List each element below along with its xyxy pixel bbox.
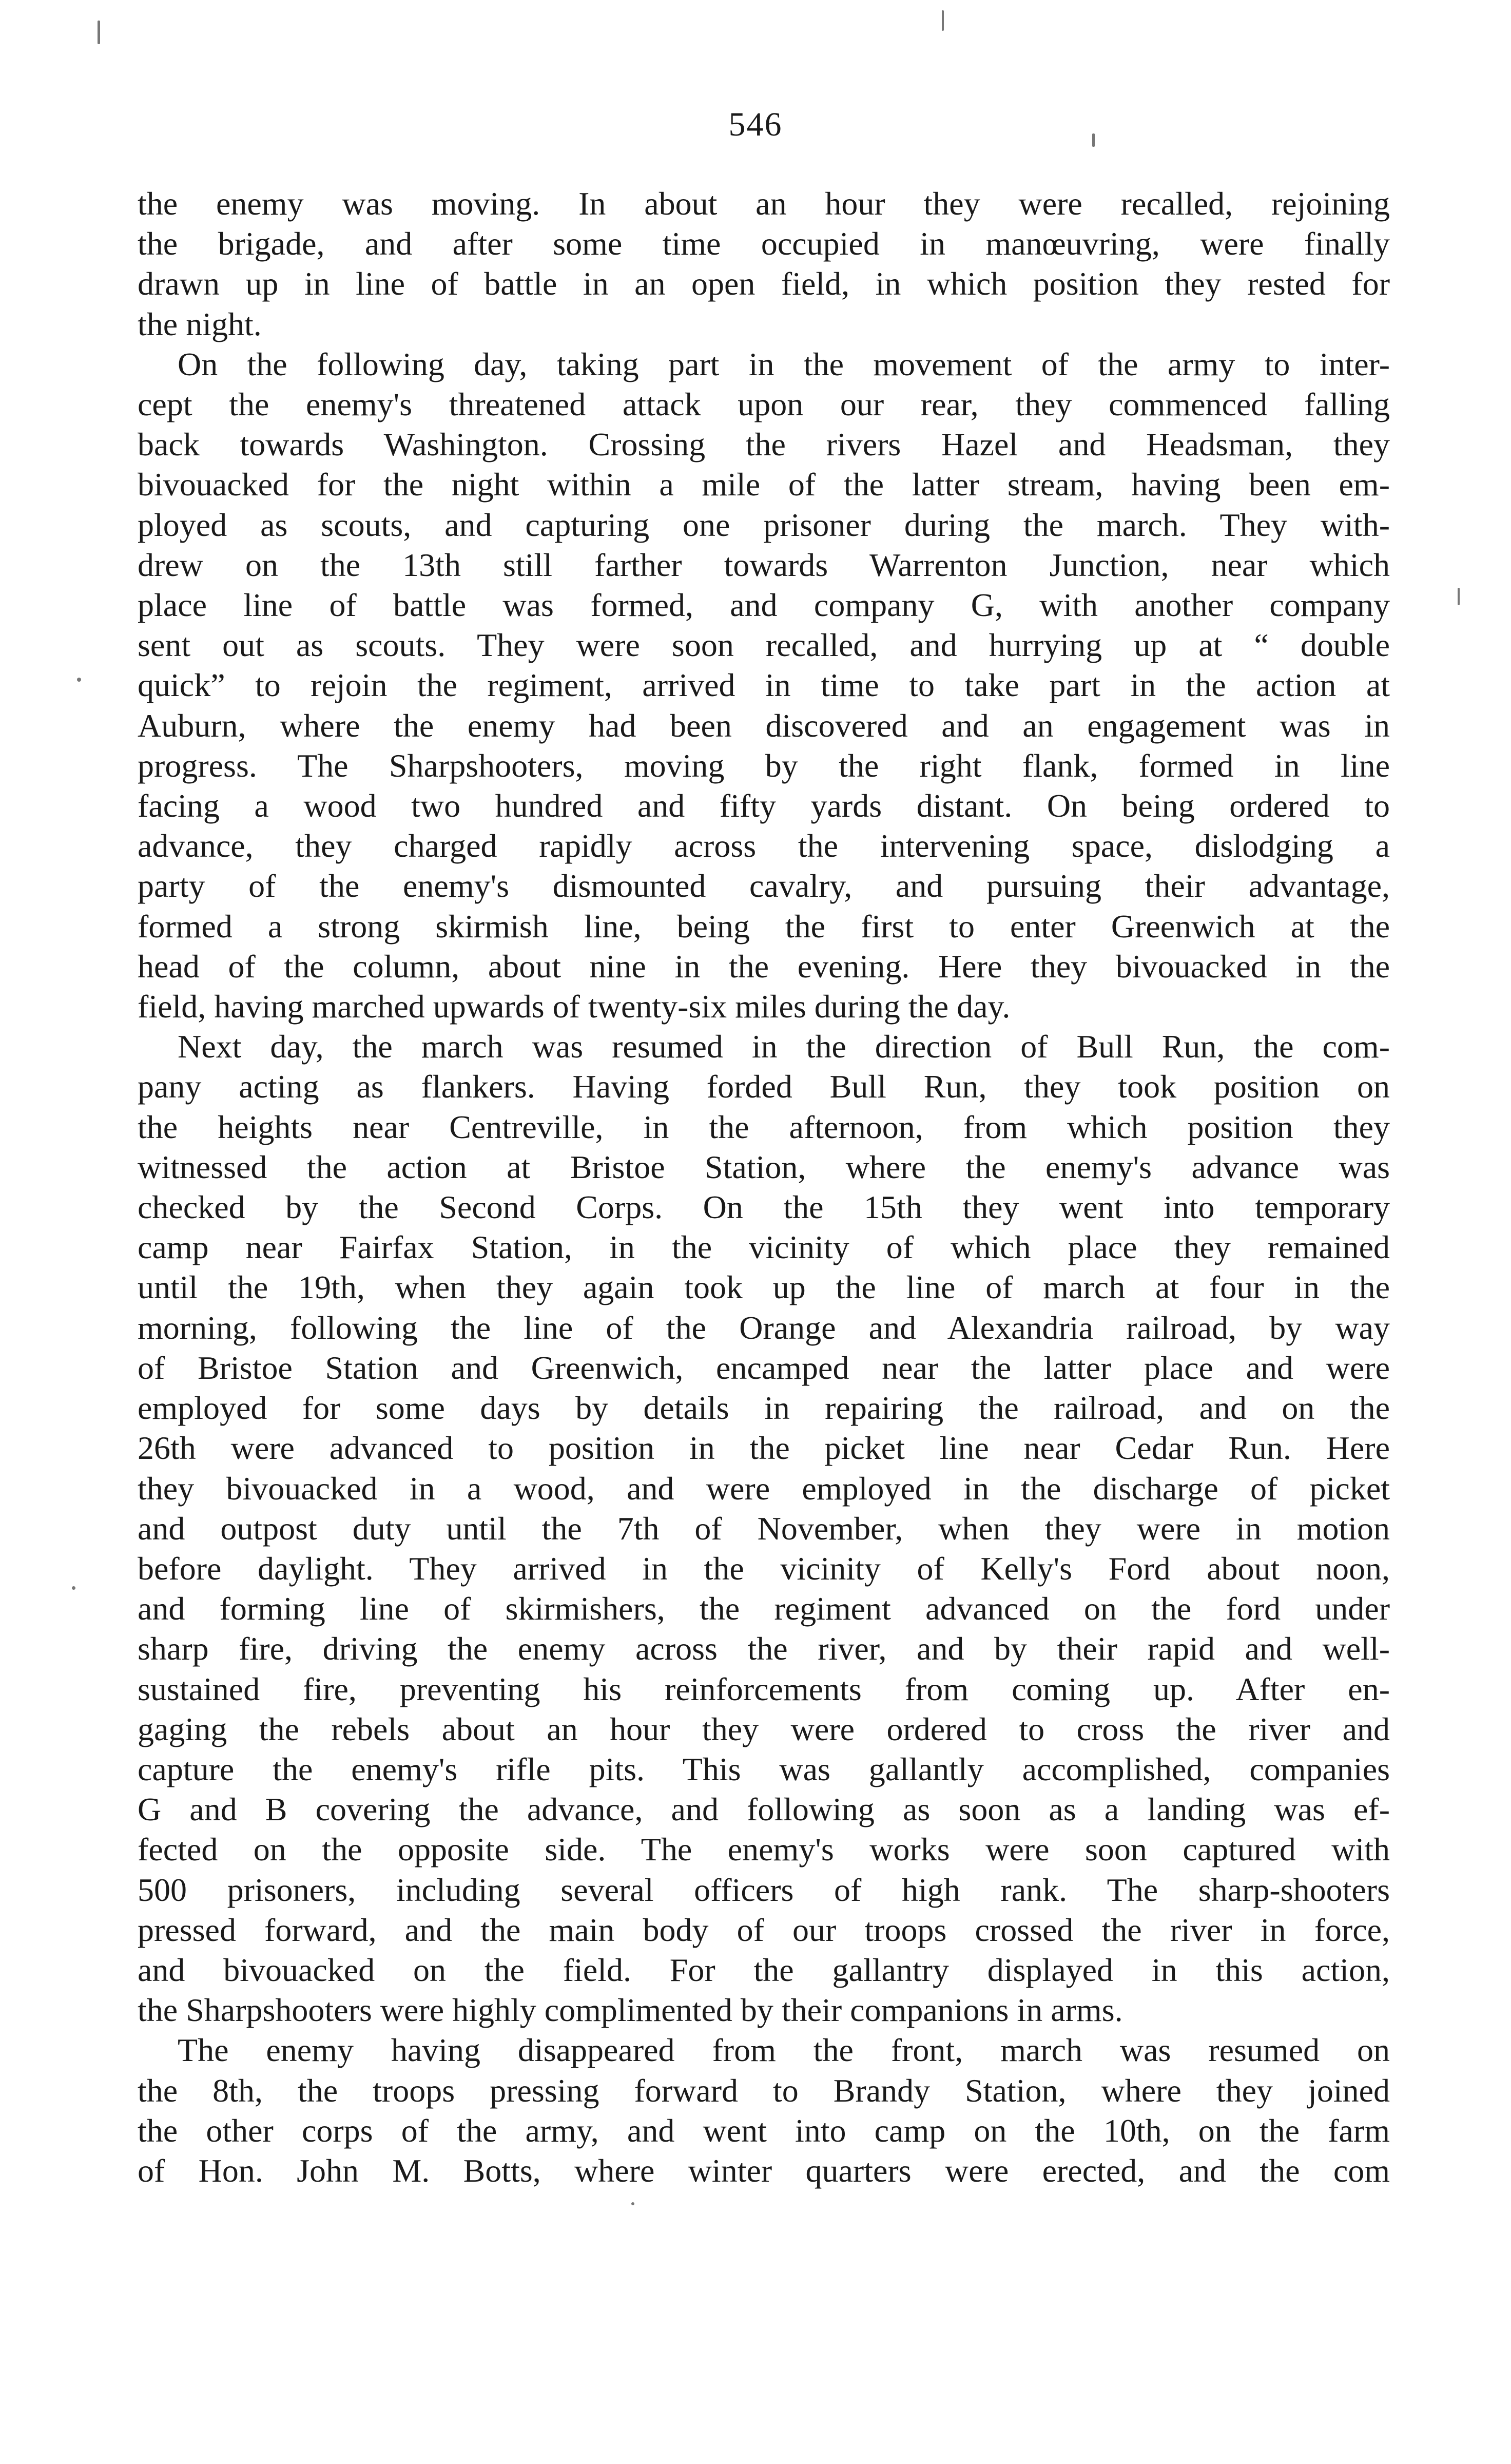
text-line: Next day, the march was resumed in the direction of Bull Run, the com- [178, 1028, 1390, 1065]
text-line: they bivouacked in a wood, and were employed in the discharge of picket [138, 1470, 1390, 1507]
text-line: 26th were advanced to position in the picket line near Cedar Run. Here [138, 1430, 1390, 1467]
text-line: progress. The Sharpshooters, moving by the right flank, formed in line [138, 747, 1390, 784]
text-line: employed for some days by details in repairing the railroad, and on the [138, 1390, 1390, 1427]
scan-speck [1458, 588, 1460, 605]
text-line: sharp fire, driving the enemy across the river, and by their rapid and well- [138, 1630, 1390, 1667]
text-line: of Hon. John M. Botts, where winter quarters were erected, and the com [138, 2152, 1390, 2189]
text-line: Auburn, where the enemy had been discovered and an engagement was in [138, 707, 1390, 744]
text-line: cept the enemy's threatened attack upon our rear, they commenced falling [138, 386, 1390, 423]
text-line: camp near Fairfax Station, in the vicinity of which place they remained [138, 1229, 1390, 1266]
scan-speck [631, 2202, 634, 2205]
text-line: G and B covering the advance, and following as soon as a landing was ef- [138, 1791, 1390, 1828]
text-line: checked by the Second Corps. On the 15th they went into temporary [138, 1189, 1390, 1226]
text-line: formed a strong skirmish line, being the first to enter Greenwich at the [138, 908, 1390, 945]
text-line: the other corps of the army, and went into camp on the 10th, on the farm [138, 2112, 1390, 2149]
text-line: capture the enemy's rifle pits. This was gallantly accomplished, companies [138, 1750, 1390, 1787]
text-line: place line of battle was formed, and company G, with another company [138, 587, 1390, 624]
text-line: advance, they charged rapidly across the intervening space, dislodging a [138, 827, 1390, 864]
body-text [138, 184, 1390, 2191]
text-line: party of the enemy's dismounted cavalry, and pursuing their advantage, [138, 868, 1390, 904]
text-line: before daylight. They arrived in the vicinity of Kelly's Ford about noon, [138, 1550, 1390, 1587]
text-line: and forming line of skirmishers, the regiment advanced on the ford under [138, 1590, 1390, 1627]
text-line: ployed as scouts, and capturing one prisoner during the march. They with- [138, 506, 1390, 543]
text-line: the heights near Centreville, in the afternoon, from which position they [138, 1108, 1390, 1145]
scan-speck [72, 1586, 75, 1590]
text-line: until the 19th, when they again took up the line of march at four in the [138, 1269, 1390, 1306]
text-line: facing a wood two hundred and fifty yards distant. On being ordered to [138, 787, 1390, 824]
text-line: field, having marched upwards of twenty-six miles during the day. [138, 988, 1011, 1025]
text-line: back towards Washington. Crossing the rivers Hazel and Headsman, they [138, 426, 1390, 463]
text-line: the night. [138, 305, 262, 342]
text-line: fected on the opposite side. The enemy's works were soon captured with [138, 1831, 1390, 1868]
text-line: sent out as scouts. They were soon recalled, and hurrying up at “ double [138, 627, 1390, 664]
text-line: drew on the 13th still farther towards Warrenton Junction, near which [138, 546, 1390, 583]
page-number: 546 [728, 106, 783, 143]
text-line: The enemy having disappeared from the front, march was resumed on [178, 2032, 1390, 2069]
text-line: sustained fire, preventing his reinforcements from coming up. After en- [138, 1670, 1390, 1707]
text-line: witnessed the action at Bristoe Station, where the enemy's advance was [138, 1148, 1390, 1185]
scan-speck [942, 10, 944, 31]
text-line: 500 prisoners, including several officers of high rank. The sharp-shooters [138, 1871, 1390, 1908]
scan-speck [1092, 133, 1095, 147]
text-line: On the following day, taking part in the movement of the army to inter- [178, 345, 1390, 382]
text-line: pany acting as flankers. Having forded Bull Run, they took position on [138, 1068, 1390, 1105]
text-line: the 8th, the troops pressing forward to Brandy Station, where they joined [138, 2072, 1390, 2109]
text-line: pressed forward, and the main body of our troops crossed the river in force, [138, 1911, 1390, 1948]
text-line: morning, following the line of the Orange and Alexandria railroad, by way [138, 1309, 1390, 1346]
text-line: and bivouacked on the field. For the gallantry displayed in this action, [138, 1951, 1390, 1988]
text-line: and outpost duty until the 7th of November, when they were in motion [138, 1510, 1390, 1547]
scan-speck [77, 678, 81, 682]
text-line: of Bristoe Station and Greenwich, encamped near the latter place and were [138, 1349, 1390, 1386]
text-line: quick” to rejoin the regiment, arrived in time to take part in the action at [138, 667, 1390, 704]
text-line: gaging the rebels about an hour they were ordered to cross the river and [138, 1710, 1390, 1747]
text-line: head of the column, about nine in the evening. Here they bivouacked in the [138, 948, 1390, 985]
text-line: the enemy was moving. In about an hour they were recalled, rejoining [138, 185, 1390, 222]
scan-speck [98, 21, 100, 44]
text-line: bivouacked for the night within a mile of the latter stream, having been em- [138, 466, 1390, 503]
text-line: the brigade, and after some time occupied in manœuvring, were finally [138, 225, 1390, 262]
text-line: the Sharpshooters were highly complimented by their companions in arms. [138, 1992, 1123, 2029]
text-line: drawn up in line of battle in an open field, in which position they rested for [138, 265, 1390, 302]
